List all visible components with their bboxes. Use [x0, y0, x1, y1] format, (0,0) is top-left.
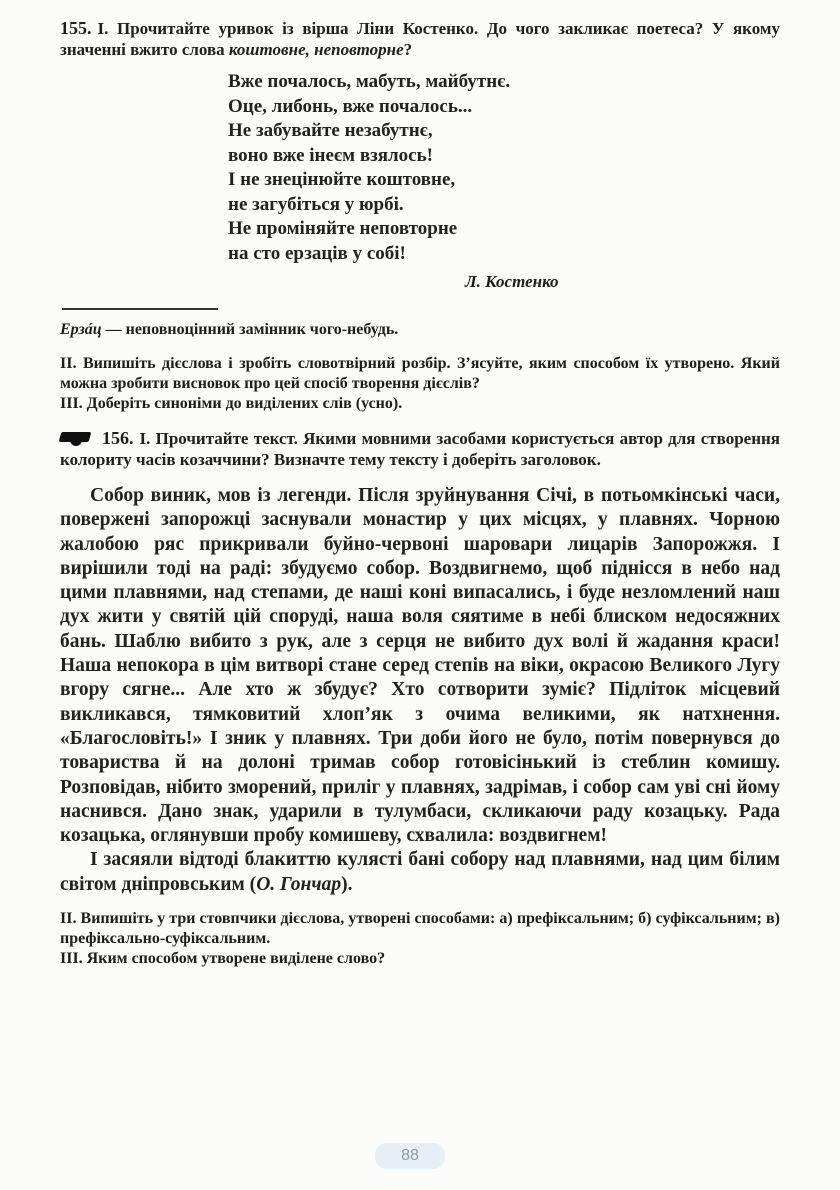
task-156-question-2: ІІ. Випишіть у три стовпчики дієслова, утворені способами: а) префіксальним; б) суфіксальним; в) префіксально-суфіксальним. [60, 910, 780, 948]
reading-text [60, 484, 780, 897]
graduation-cap-icon [60, 430, 94, 446]
task-156-question-3: ІІІ. Яким способом утворене виділене слово? [60, 950, 386, 968]
task-155-questions [60, 354, 780, 414]
footnote-definition: — неповноцінний замінник чого-небудь. [101, 321, 399, 338]
text-paragraph-2-end: ). [341, 873, 353, 895]
task-155-number: 155. [60, 18, 92, 38]
poem-line: Не проміняйте неповторне [228, 218, 458, 239]
poem-author: Л. Костенко [465, 272, 559, 291]
task-155-prompt-end: ? [403, 40, 413, 59]
text-paragraph-2-body: І засяяли відтоді блакиттю кулясті бані собору над плавнями, над цим білим світом дніпровським ( [60, 849, 780, 895]
footnote-divider [62, 308, 218, 310]
task-156-questions [60, 909, 780, 969]
task-155-question-3: ІІІ. Доберіть синоніми до виділених слів (усно). [60, 395, 403, 412]
footnote-term: Ерзáц [60, 321, 102, 338]
poem-line: Не забувайте незабутнє, [228, 120, 433, 141]
text-paragraph-2 [60, 848, 780, 897]
poem-line: Вже почалось, мабуть, майбутнє. [228, 71, 511, 92]
page-number: 88 [375, 1143, 445, 1169]
poem-line: воно вже інеєм взялось! [228, 144, 433, 166]
poem-line: І не знецінюйте коштовне, [228, 169, 456, 190]
text-paragraph-1: Собор виник, мов із легенди. Після зруйнування Січі, в потьомкінські часи, повержені запорожці заснували монастир у цих місцях, у плавнях. Чорною жалобою ряс прикривали буйно-червоні шаровари лицарів Запорожжя. І вирішили тоді на раді: збудуємо собор. Воздвигнемо, щоб піднісся в небо над цими плавнями, над степами, де наші коні випасались, і буде незломлений наш дух жити у святій цій споруді, наша воля сяятиме в небі блиском недосяжних бань. Шаблю вибито з рук, але з серця не вибито дух волі й жадання краси! Наша непокора в цім витворі стане серед степів на віки, окрасою Великого Лугу вгору сягне... Але хто ж збудує? Хто сотворити зуміє? Підліток місцевий викликався, тямковитий хлоп’як з очима великими, як натхнення. «Благословіть!» І зник у плавнях. Три доби його не було, потім повернувся до товариства й на долоні тримав собор готовісінький із стеблин комишу. Розповідав, нібито зморений, приліг у плавнях, задрімав, і собор сам уві сні йому наснився. Дано знак, ударили в тулумбаси, скликаючи раду козацьку. Рада козацька, оглянувши пробу комишеву, схвалила: воздвигнем! [60, 485, 780, 847]
task-156-number: 156. [102, 428, 134, 448]
footnote [60, 320, 780, 340]
task-155-prompt-text: І. Прочитайте уривок із вірша Ліни Костенко. До чого закликає поетеса? У якому значенні вжито слова [60, 19, 780, 59]
poem [228, 70, 780, 266]
task-155-question-2: ІІ. Випишіть дієслова і зробіть словотвірний розбір. З’ясуйте, яким способом їх утворено. Який можна зробити висновок про цей спосіб творення дієслів? [60, 355, 780, 392]
text-author: О. Гончар [256, 873, 342, 895]
task-155-highlighted-words: коштовне, неповторне [228, 40, 404, 59]
poem-line: Оце, либонь, вже почалось... [228, 95, 473, 117]
task-155-prompt [60, 18, 780, 60]
task-156-prompt-text: І. Прочитайте текст. Якими мовними засобами користується автор для створення колориту часів козаччини? Визначте тему тексту і доберіть заголовок. [60, 429, 780, 469]
poem-line: не загубіться у юрбі. [228, 193, 404, 215]
textbook-page [60, 18, 780, 969]
task-156-prompt [60, 428, 780, 470]
poem-line: на сто ерзаців у собі! [228, 242, 406, 264]
